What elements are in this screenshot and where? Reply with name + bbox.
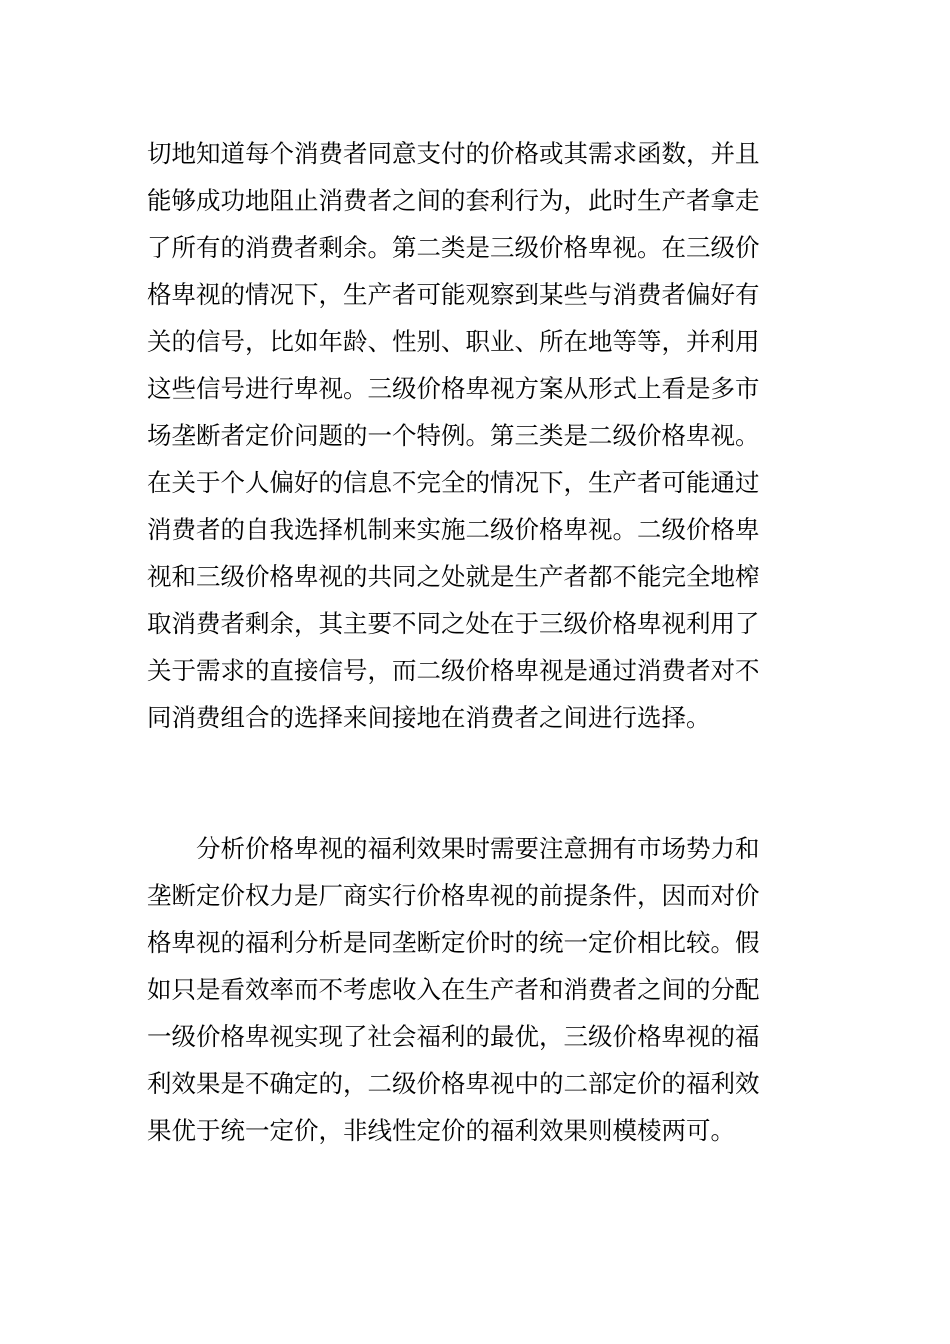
text-line: 分析价格卑视的福利效果时需要注意拥有市场势力和 — [196, 834, 760, 863]
text-line: 了所有的消费者剩余。第二类是三级价格卑视。在三级价 — [147, 233, 760, 262]
paragraph-welfare-effects — [147, 825, 809, 1154]
text-line: 场垄断者定价问题的一个特例。第三类是二级价格卑视。 — [147, 421, 760, 450]
text-line: 在关于个人偏好的信息不完全的情况下，生产者可能通过 — [147, 468, 760, 497]
text-line: 同消费组合的选择来间接地在消费者之间进行选择。 — [147, 703, 711, 732]
text-line: 取消费者剩余，其主要不同之处在于三级价格卑视利用了 — [147, 609, 760, 638]
text-line: 这些信号进行卑视。三级价格卑视方案从形式上看是多市 — [147, 374, 760, 403]
text-line: 关的信号，比如年龄、性别、职业、所在地等等，并利用 — [147, 327, 760, 356]
text-line: 如只是看效率而不考虑收入在生产者和消费者之间的分配 — [147, 975, 760, 1004]
text-line: 利效果是不确定的，二级价格卑视中的二部定价的福利效 — [147, 1069, 760, 1098]
text-line: 视和三级价格卑视的共同之处就是生产者都不能完全地榨 — [147, 562, 760, 591]
text-line: 垄断定价权力是厂商实行价格卑视的前提条件，因而对价 — [147, 881, 760, 910]
text-line: 果优于统一定价，非线性定价的福利效果则模棱两可。 — [147, 1116, 735, 1145]
text-line: 一级价格卑视实现了社会福利的最优，三级价格卑视的福 — [147, 1022, 760, 1051]
text-line: 切地知道每个消费者同意支付的价格或其需求函数，并且 — [147, 139, 760, 168]
text-line: 关于需求的直接信号，而二级价格卑视是通过消费者对不 — [147, 656, 760, 685]
text-line: 格卑视的福利分析是同垄断定价时的统一定价相比较。假 — [147, 928, 760, 957]
paragraph-price-discrimination-types — [147, 130, 809, 741]
text-line: 消费者的自我选择机制来实施二级价格卑视。二级价格卑 — [147, 515, 760, 544]
text-line: 格卑视的情况下，生产者可能观察到某些与消费者偏好有 — [147, 280, 760, 309]
text-line: 能够成功地阻止消费者之间的套利行为，此时生产者拿走 — [147, 186, 760, 215]
